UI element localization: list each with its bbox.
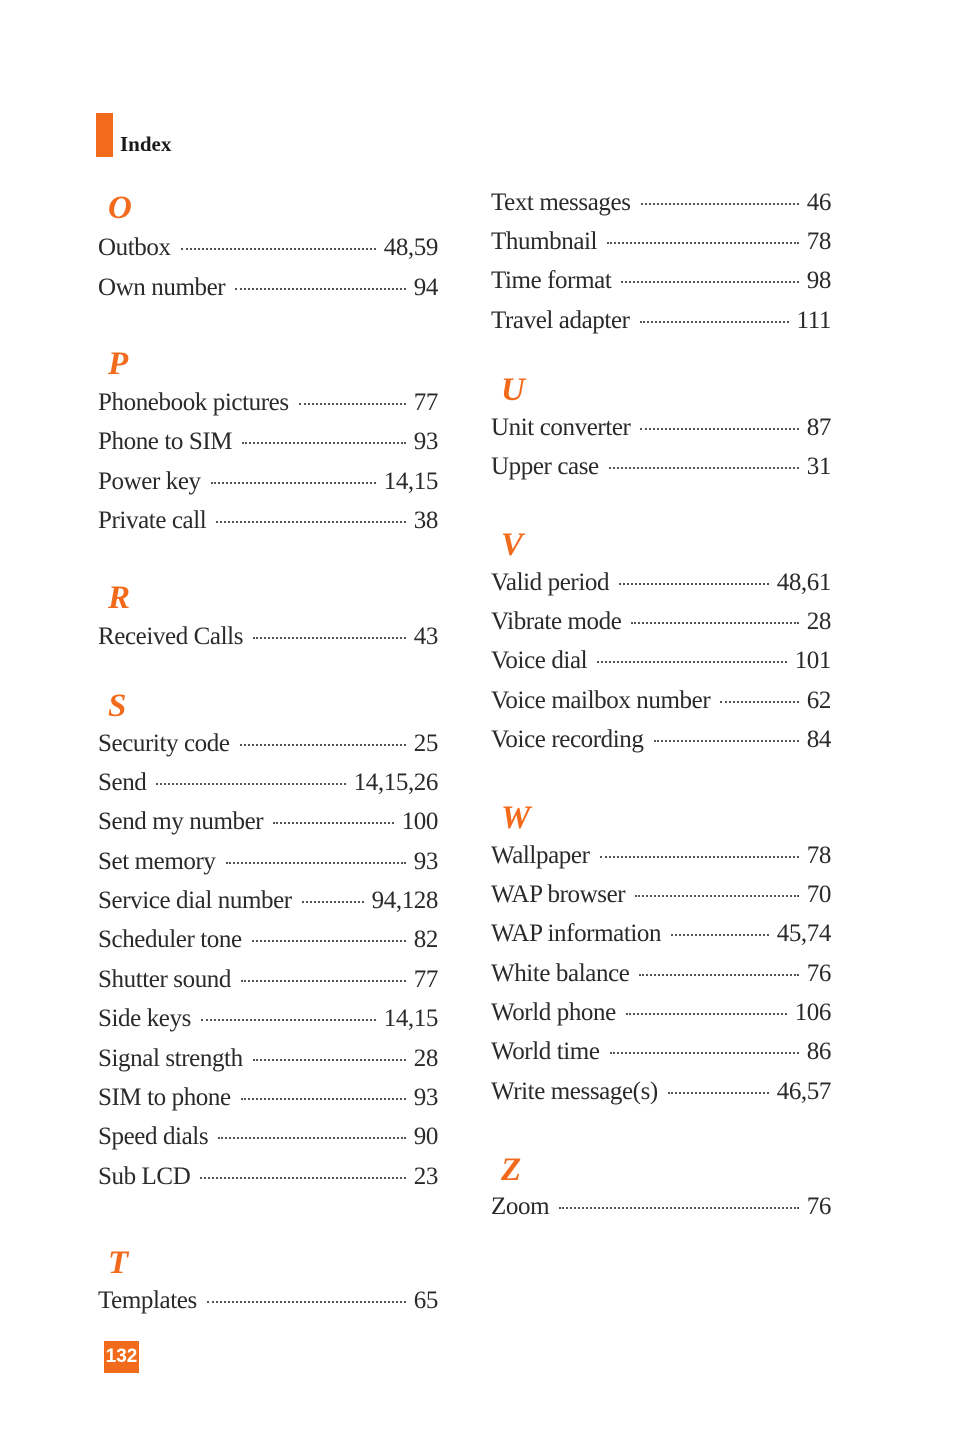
dot-leader — [253, 1059, 406, 1061]
index-entry — [98, 1044, 438, 1074]
index-term: Zoom — [491, 1193, 550, 1220]
section-letter-u: U — [501, 372, 525, 408]
dot-leader — [609, 467, 799, 469]
dot-leader — [631, 622, 798, 624]
index-entry — [491, 413, 831, 443]
index-term: Unit converter — [491, 414, 631, 441]
dot-leader — [242, 442, 406, 444]
index-entry — [98, 886, 438, 916]
index-entry — [98, 729, 438, 759]
index-page-ref: 46 — [806, 189, 831, 216]
index-page-ref: 94 — [413, 274, 438, 301]
index-entry — [491, 646, 831, 676]
index-term: Outbox — [98, 234, 171, 261]
index-page-ref: 62 — [806, 687, 831, 714]
index-term: World time — [491, 1038, 600, 1065]
index-term: Text messages — [491, 189, 631, 216]
dot-leader — [600, 856, 799, 858]
index-entry — [98, 965, 438, 995]
index-entry — [98, 1286, 438, 1316]
dot-leader — [201, 1019, 376, 1021]
index-page-ref: 86 — [806, 1038, 831, 1065]
index-term: Service dial number — [98, 887, 292, 914]
section-letter-w: W — [501, 800, 531, 836]
dot-leader — [299, 403, 406, 405]
index-term: Power key — [98, 468, 201, 495]
dot-leader — [200, 1177, 405, 1179]
dot-leader — [181, 248, 376, 250]
index-page-ref: 106 — [794, 999, 831, 1026]
index-entry — [98, 807, 438, 837]
index-entry — [98, 273, 438, 303]
section-letter-r: R — [108, 580, 131, 616]
index-page-ref: 78 — [806, 842, 831, 869]
section-letter-o: O — [108, 190, 132, 226]
index-page-ref: 70 — [806, 881, 831, 908]
index-entry — [491, 568, 831, 598]
index-page-ref: 93 — [413, 848, 438, 875]
dot-leader — [640, 428, 798, 430]
index-entry — [98, 925, 438, 955]
index-term: White balance — [491, 960, 630, 987]
index-term: SIM to phone — [98, 1084, 231, 1111]
index-entry — [98, 768, 438, 798]
index-term: Time format — [491, 267, 612, 294]
index-entry — [491, 607, 831, 637]
dot-leader — [252, 940, 406, 942]
index-entry — [98, 1004, 438, 1034]
index-page-ref: 46,57 — [776, 1078, 831, 1105]
index-page-ref: 93 — [413, 1084, 438, 1111]
page-number-badge: 132 — [104, 1341, 139, 1373]
index-page-ref: 84 — [806, 726, 831, 753]
index-term: Voice mailbox number — [491, 687, 711, 714]
dot-leader — [619, 583, 769, 585]
index-page-ref: 111 — [796, 307, 831, 334]
index-entry — [98, 233, 438, 263]
index-page-ref: 45,74 — [776, 920, 831, 947]
dot-leader — [597, 661, 786, 663]
index-page-ref: 76 — [806, 960, 831, 987]
dot-leader — [671, 934, 769, 936]
section-letter-s: S — [108, 688, 127, 724]
index-term: Write message(s) — [491, 1078, 658, 1105]
dot-leader — [241, 980, 406, 982]
dot-leader — [720, 701, 799, 703]
index-entry — [98, 388, 438, 418]
index-term: Send — [98, 769, 147, 796]
index-entry — [98, 1122, 438, 1152]
index-page-ref: 48,59 — [383, 234, 438, 261]
index-entry — [491, 919, 831, 949]
dot-leader — [235, 288, 406, 290]
section-letter-z: Z — [501, 1152, 522, 1188]
section-letter-p: P — [108, 346, 129, 382]
index-page-ref: 82 — [413, 926, 438, 953]
index-page-ref: 14,15 — [383, 1005, 438, 1032]
index-term: Speed dials — [98, 1123, 209, 1150]
index-entry — [98, 1083, 438, 1113]
index-page-ref: 48,61 — [776, 569, 831, 596]
index-entry — [98, 427, 438, 457]
index-page-ref: 31 — [806, 453, 831, 480]
index-term: Sub LCD — [98, 1163, 191, 1190]
dot-leader — [621, 281, 798, 283]
dot-leader — [211, 482, 376, 484]
index-page-ref: 101 — [794, 647, 831, 674]
index-term: Side keys — [98, 1005, 191, 1032]
index-term: World phone — [491, 999, 616, 1026]
index-term: Phonebook pictures — [98, 389, 289, 416]
dot-leader — [639, 974, 798, 976]
index-entry — [491, 686, 831, 716]
dot-leader — [302, 901, 364, 903]
index-term: Phone to SIM — [98, 428, 233, 455]
index-page-ref: 94,128 — [371, 887, 438, 914]
index-page-ref: 43 — [413, 623, 438, 650]
index-page-ref: 23 — [413, 1163, 438, 1190]
index-entry — [491, 959, 831, 989]
index-term: Upper case — [491, 453, 599, 480]
dot-leader — [654, 740, 799, 742]
dot-leader — [207, 1301, 406, 1303]
index-entry — [98, 622, 438, 652]
index-page-ref: 93 — [413, 428, 438, 455]
index-page-ref: 77 — [413, 389, 438, 416]
index-page-ref: 90 — [413, 1123, 438, 1150]
index-term: Private call — [98, 507, 207, 534]
index-entry — [98, 1162, 438, 1192]
index-page-ref: 38 — [413, 507, 438, 534]
index-term: Valid period — [491, 569, 610, 596]
index-term: Travel adapter — [491, 307, 630, 334]
page-title: Index — [120, 132, 172, 156]
index-entry — [491, 452, 831, 482]
index-term: Received Calls — [98, 623, 244, 650]
index-page-ref: 14,15 — [383, 468, 438, 495]
dot-leader — [668, 1092, 769, 1094]
index-term: WAP information — [491, 920, 662, 947]
index-entry — [491, 306, 831, 336]
dot-leader — [218, 1137, 406, 1139]
index-entry — [491, 266, 831, 296]
dot-leader — [641, 203, 799, 205]
dot-leader — [635, 895, 799, 897]
index-term: Own number — [98, 274, 226, 301]
index-term: Shutter sound — [98, 966, 231, 993]
dot-leader — [241, 1098, 406, 1100]
index-term: Security code — [98, 730, 230, 757]
index-term: Templates — [98, 1287, 197, 1314]
dot-leader — [273, 822, 393, 824]
dot-leader — [640, 321, 789, 323]
index-term: Wallpaper — [491, 842, 590, 869]
dot-leader — [240, 744, 406, 746]
index-entry — [98, 506, 438, 536]
index-entry — [98, 847, 438, 877]
index-entry — [491, 1192, 831, 1222]
index-term: Voice dial — [491, 647, 588, 674]
index-page-ref: 78 — [806, 228, 831, 255]
dot-leader — [216, 521, 405, 523]
index-term: Signal strength — [98, 1045, 243, 1072]
index-page-ref: 28 — [806, 608, 831, 635]
dot-leader — [156, 783, 345, 785]
dot-leader — [610, 1052, 799, 1054]
index-term: Voice recording — [491, 726, 644, 753]
index-page-ref: 77 — [413, 966, 438, 993]
section-letter-t: T — [108, 1245, 129, 1281]
index-term: Scheduler tone — [98, 926, 242, 953]
index-term: WAP browser — [491, 881, 626, 908]
index-term: Thumbnail — [491, 228, 598, 255]
index-page-ref: 25 — [413, 730, 438, 757]
index-term: Set memory — [98, 848, 216, 875]
index-entry — [491, 725, 831, 755]
index-entry — [491, 227, 831, 257]
index-entry — [491, 841, 831, 871]
dot-leader — [626, 1013, 787, 1015]
index-term: Vibrate mode — [491, 608, 622, 635]
index-page-ref: 87 — [806, 414, 831, 441]
index-entry — [491, 188, 831, 218]
header-accent-bar — [96, 113, 113, 157]
index-page-ref: 100 — [401, 808, 438, 835]
dot-leader — [253, 637, 406, 639]
index-entry — [491, 1037, 831, 1067]
index-page-ref: 14,15,26 — [353, 769, 438, 796]
dot-leader — [559, 1207, 799, 1209]
index-page-ref: 28 — [413, 1045, 438, 1072]
section-letter-v: V — [501, 527, 524, 563]
index-entry — [491, 998, 831, 1028]
index-page-ref: 65 — [413, 1287, 438, 1314]
index-page-ref: 98 — [806, 267, 831, 294]
index-entry — [491, 880, 831, 910]
index-entry — [98, 467, 438, 497]
dot-leader — [226, 862, 406, 864]
index-page-ref: 76 — [806, 1193, 831, 1220]
index-entry — [491, 1077, 831, 1107]
dot-leader — [607, 242, 799, 244]
index-term: Send my number — [98, 808, 264, 835]
